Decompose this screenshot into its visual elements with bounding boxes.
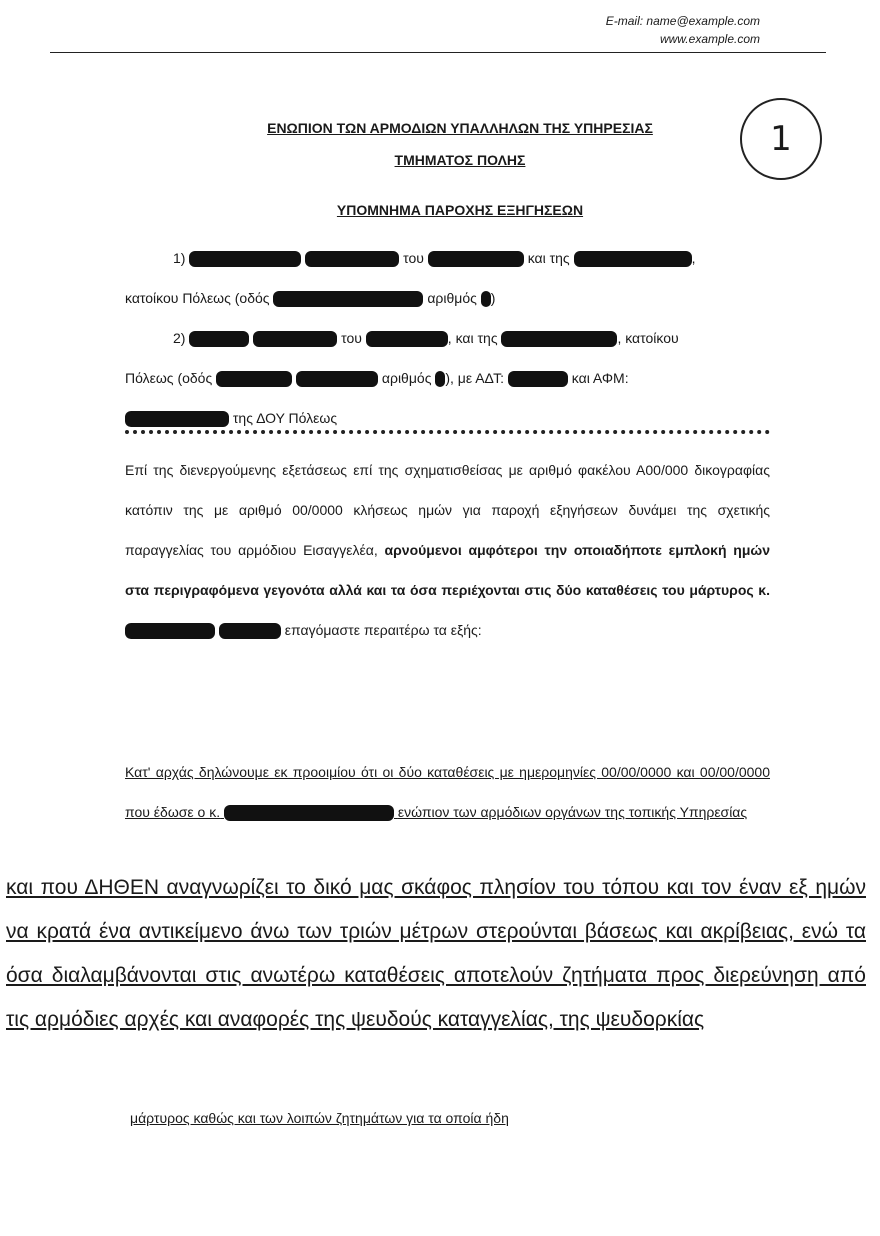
enlarged-underlined-paragraph: και που ΔΗΘΕΝ αναγνωρίζει το δικό μας σκάφος πλησίον του τόπου και τον έναν εξ ημών να κρατά ένα αντικείμενο άνω των τριών μέτρων στερούνται βάσεως και ακρίβειας, ενώ τα όσα διαλαμβάνονται στις ανωτέρω καταθέσεις αποτελούν ζητήματα προς διερεύνηση από τις αρμόδιες αρχές και αναφορές της ψευδούς καταγγελίας, της ψευδορκίας	[6, 876, 866, 1031]
redaction-mark	[189, 251, 301, 267]
redaction-mark	[366, 331, 448, 347]
redaction-mark	[296, 371, 378, 387]
redaction-mark	[125, 623, 215, 639]
text-fragment: ), με ΑΔΤ:	[445, 370, 504, 386]
bold-text: αρνούμενοι αμφότεροι την οποιαδήποτε εμπλοκή ημών στα περιγραφόμενα γεγονότα αλλά και τα όσα περιέχονται στις δύο καταθέσεις του μάρτυρος κ.	[125, 542, 771, 598]
document-heading: ΥΠΟΜΝΗΜΑ ΠΑΡΟΧΗΣ ΕΞΗΓΗΣΕΩΝ	[336, 202, 584, 218]
redaction-mark	[428, 251, 524, 267]
redaction-mark	[574, 251, 692, 267]
text-fragment: ,	[691, 250, 696, 266]
page-number-stamp	[740, 98, 822, 180]
text-fragment: αριθμός	[381, 370, 432, 386]
text-fragment: αριθμός	[427, 290, 477, 306]
paragraph-text	[125, 450, 770, 650]
text-fragment: του	[403, 250, 424, 266]
letterhead-contact	[606, 12, 760, 48]
underlined-text	[125, 752, 770, 832]
redaction-mark	[216, 371, 292, 387]
redaction-mark	[189, 331, 249, 347]
text-fragment: επαγόμαστε περαιτέρω τα εξής:	[284, 622, 482, 638]
redaction-mark	[224, 805, 394, 821]
redaction-mark	[508, 371, 568, 387]
addressee-title: ΕΝΩΠΙΟΝ ΤΩΝ ΑΡΜΟΔΙΩΝ ΥΠΑΛΛΗΛΩΝ ΤΗΣ ΥΠΗΡΕΣΙΑΣ	[267, 120, 653, 136]
redaction-mark	[435, 371, 445, 387]
closing-underlined-line: μάρτυρος καθώς και των λοιπών ζητημάτων για τα οποία ήδη	[130, 1110, 509, 1126]
text-fragment: κατοίκου Πόλεως (οδός	[125, 290, 270, 306]
redaction-mark	[481, 291, 491, 307]
party-1-line-2	[125, 278, 770, 318]
redaction-mark	[273, 291, 423, 307]
party-2-number: 2)	[173, 330, 186, 346]
parties-block	[125, 238, 770, 438]
text-fragment: Επί της διενεργούμενης εξετάσεως επί της σχηματισθείσας με αριθμό φακέλου Α00/000 δικογραφίας κατόπιν της με αριθμό 00/0000 κλήσεως ημών για παροχή εξηγήσεων δυνάμει της σχετικής παραγγελίας του αρμόδιου Εισαγγελέα,	[125, 462, 770, 558]
party-2-line-1	[125, 318, 770, 358]
redaction-mark	[501, 331, 617, 347]
text-fragment: και της	[527, 250, 570, 266]
text-fragment: ενώπιον των αρμόδιων οργάνων της τοπικής Υπηρεσίας	[397, 804, 748, 820]
text-fragment: και ΑΦΜ:	[571, 370, 629, 386]
text-fragment: της ΔΟΥ Πόλεως	[232, 410, 338, 426]
text-fragment: Πόλεως (οδός	[125, 370, 213, 386]
dotted-separator	[125, 430, 770, 434]
party-1-line-1	[125, 238, 770, 278]
redaction-mark	[253, 331, 337, 347]
text-fragment: του	[341, 330, 362, 346]
stamp-number: 1	[770, 119, 792, 159]
redaction-mark	[305, 251, 399, 267]
text-fragment: )	[490, 290, 496, 306]
header-divider	[50, 52, 826, 53]
party-1-number: 1)	[173, 250, 186, 266]
underlined-paragraph	[125, 752, 770, 832]
text-fragment: , κατοίκου	[617, 330, 679, 346]
party-2-line-2	[125, 358, 770, 398]
text-fragment: , και της	[447, 330, 498, 346]
main-paragraph	[125, 450, 770, 650]
letterhead-email: E-mail: name@example.com	[605, 14, 760, 28]
redaction-mark	[125, 411, 229, 427]
letterhead-website: www.example.com	[659, 32, 760, 46]
redaction-mark	[219, 623, 281, 639]
department-title: ΤΜΗΜΑΤΟΣ ΠΟΛΗΣ	[394, 152, 526, 168]
text-fragment: Κατ' αρχάς δηλώνουμε εκ προοιμίου ότι οι δύο καταθέσεις με ημερομηνίες 00/00/0000 και 00/00/0000 που έδωσε ο κ.	[125, 764, 770, 820]
